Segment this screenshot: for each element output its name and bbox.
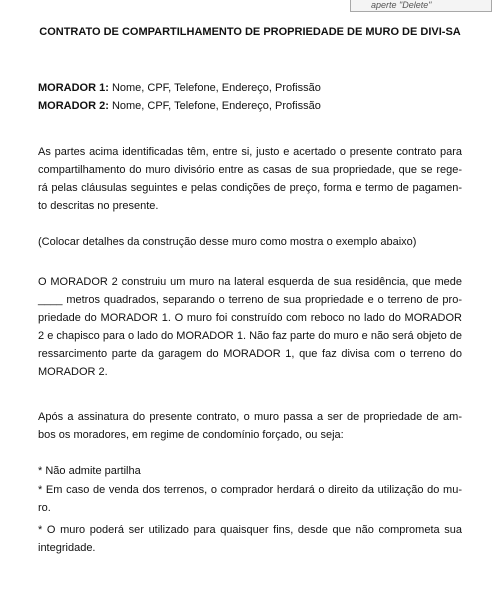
delete-hint-text: aperte "Delete"	[371, 0, 432, 10]
delete-hint-box	[350, 0, 492, 12]
paragraph-parties: As partes acima identificadas têm, entre si, justo e acertado o presente contrato para compartilhamento do muro divisório entre as casas de sua propriedade, que se rege-rá pelas cláusulas seguintes e pelas condições de preço, forma e termo de pagamen-to descritas no presente.	[38, 146, 462, 212]
bullet-item: * O muro poderá ser utilizado para quaisquer fins, desde que não comprometa sua integridade.	[38, 524, 462, 554]
morador-2-label: MORADOR 2:	[38, 100, 109, 112]
bullet-item: * Não admite partilha	[38, 465, 141, 477]
contract-title: CONTRATO DE COMPARTILHAMENTO DE PROPRIEDADE DE MURO DE DIVI-SA	[39, 26, 461, 38]
paragraph-ownership: Após a assinatura do presente contrato, o muro passa a ser de propriedade de am-bos os moradores, em regime de condomínio forçado, ou seja:	[38, 411, 462, 441]
bullet-item: * Em caso de venda dos terrenos, o comprador herdará o direito da utilização do mu-ro.	[38, 484, 462, 514]
paragraph-wall-description: O MORADOR 2 construiu um muro na lateral esquerda de sua residência, que mede ____ metros quadrados, separando o terreno de sua propriedade e o terreno de pro-priedade do MORADOR 1. O muro foi construído com reboco no lado do MORADOR 2 e chapisco para o lado do MORADOR 1. Não faz parte do muro e não será objeto de ressarcimento parte da garagem do MORADOR 1, que faz divisa com o terreno do MORADOR 2.	[38, 276, 462, 378]
morador-2-line	[38, 97, 462, 115]
paragraph-instruction: (Colocar detalhes da construção desse muro como mostra o exemplo abaixo)	[38, 236, 417, 248]
morador-1-line	[38, 79, 462, 97]
morador-1-fields: Nome, CPF, Telefone, Endereço, Profissão	[108, 82, 321, 94]
morador-1-label: MORADOR 1:	[38, 82, 109, 94]
morador-2-fields: Nome, CPF, Telefone, Endereço, Profissão	[108, 100, 321, 112]
